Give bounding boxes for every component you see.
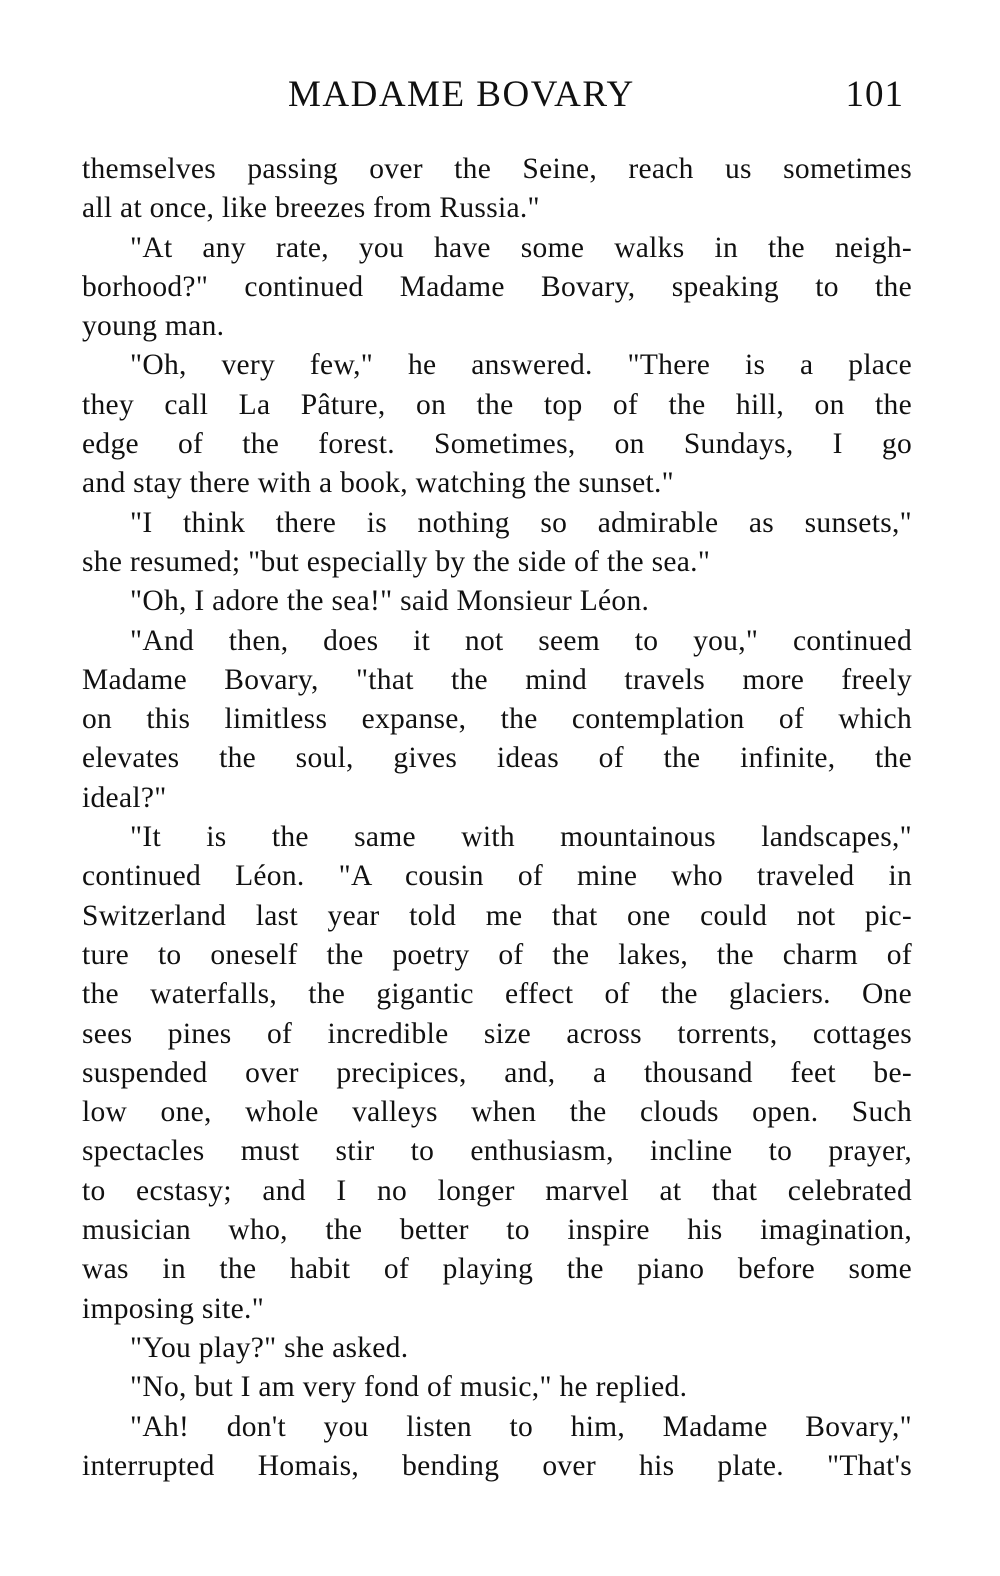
text-line: on this limitless expanse, the contemplation of which [82, 703, 912, 736]
page-number: 101 [845, 74, 904, 115]
text-line: suspended over precipices, and, a thousand feet be- [82, 1056, 912, 1089]
text-line: "Ah! don't you listen to him, Madame Bovary," [130, 1410, 912, 1443]
text-body [82, 150, 912, 1486]
text-line: elevates the soul, gives ideas of the infinite, the [82, 742, 912, 775]
text-line: imposing site." [82, 1292, 265, 1325]
text-line: they call La Pâture, on the top of the hill, on the [82, 388, 912, 421]
text-line: edge of the forest. Sometimes, on Sundays, I go [82, 428, 912, 461]
text-line: continued Léon. "A cousin of mine who traveled in [82, 860, 912, 893]
text-line: ture to oneself the poetry of the lakes, the charm of [82, 938, 912, 971]
text-line: spectacles must stir to enthusiasm, incline to prayer, [82, 1135, 912, 1168]
text-line: the waterfalls, the gigantic effect of the glaciers. One [82, 978, 912, 1011]
text-line: young man. [82, 310, 225, 343]
running-title: MADAME BOVARY [288, 74, 635, 115]
text-line: "You play?" she asked. [130, 1331, 409, 1364]
text-line: "And then, does it not seem to you," continued [130, 624, 912, 657]
text-line: all at once, like breezes from Russia." [82, 192, 540, 225]
text-line: borhood?" continued Madame Bovary, speaking to the [82, 270, 912, 303]
text-line: "At any rate, you have some walks in the neigh- [130, 231, 912, 264]
text-line: low one, whole valleys when the clouds open. Such [82, 1096, 912, 1129]
text-line: interrupted Homais, bending over his plate. "That's [82, 1449, 912, 1482]
text-line: sees pines of incredible size across torrents, cottages [82, 1017, 912, 1050]
text-line: "I think there is nothing so admirable as sunsets," [130, 506, 912, 539]
text-line: Madame Bovary, "that the mind travels more freely [82, 663, 912, 696]
book-page [82, 0, 912, 1576]
text-line: "Oh, very few," he answered. "There is a place [130, 349, 912, 382]
text-line: Switzerland last year told me that one could not pic- [82, 899, 912, 932]
text-line: was in the habit of playing the piano before some [82, 1253, 912, 1286]
text-line: musician who, the better to inspire his imagination, [82, 1214, 912, 1247]
text-line: themselves passing over the Seine, reach us sometimes [82, 153, 912, 185]
text-line: to ecstasy; and I no longer marvel at that celebrated [82, 1174, 912, 1207]
running-head [82, 70, 912, 120]
text-line: "No, but I am very fond of music," he replied. [130, 1371, 688, 1404]
text-line: and stay there with a book, watching the sunset." [82, 467, 675, 500]
text-line: "It is the same with mountainous landscapes," [130, 821, 912, 854]
text-line: she resumed; "but especially by the side of the sea." [82, 545, 711, 578]
text-line: ideal?" [82, 781, 167, 814]
text-line: "Oh, I adore the sea!" said Monsieur Léon. [130, 585, 650, 618]
